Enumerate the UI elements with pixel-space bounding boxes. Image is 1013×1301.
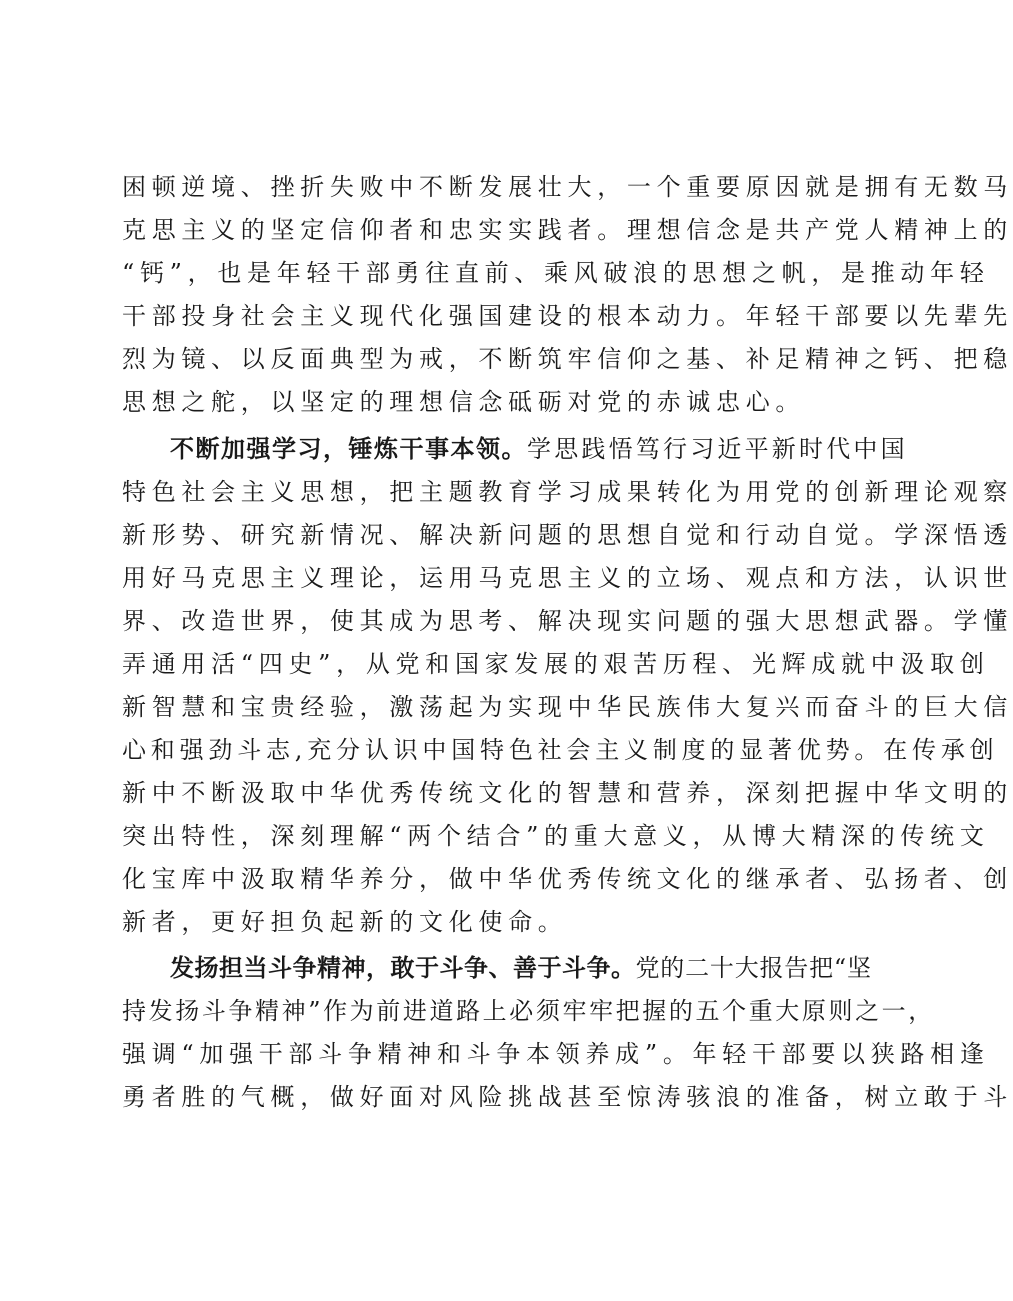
paragraph-line: 困顿逆境、挫折失败中不断发展壮大，一个重要原因就是拥有无数马: [122, 173, 1013, 201]
paragraph-line: 持发扬斗争精神”作为前进道路上必须牢牢把握的五个重大原则之一，: [122, 997, 935, 1025]
paragraph-text: 学思践悟笃行习近平新时代中国: [527, 435, 908, 463]
paragraph-line: 思想之舵，以坚定的理想信念砥砺对党的赤诚忠心。: [122, 388, 806, 416]
paragraph-text: 党的二十大报告把“坚: [635, 954, 872, 982]
paragraph-line: 界、改造世界，使其成为思考、解决现实问题的强大思想武器。学懂: [122, 607, 1013, 635]
paragraph-line: 特色社会主义思想，把主题教育学习成果转化为用党的创新理论观察: [122, 478, 1013, 506]
paragraph-line: “钙”，也是年轻干部勇往直前、乘风破浪的思想之帆，是推动年轻: [122, 259, 990, 287]
paragraph-line: 克思主义的坚定信仰者和忠实实践者。理想信念是共产党人精神上的: [122, 216, 1013, 244]
paragraph-line: 新智慧和宝贵经验，激荡起为实现中华民族伟大复兴而奋斗的巨大信: [122, 693, 1013, 721]
paragraph-line: 强调“加强干部斗争精神和斗争本领养成”。年轻干部要以狭路相逢: [122, 1040, 990, 1068]
paragraph-line: 心和强劲斗志,充分认识中国特色社会主义制度的显著优势。在传承创: [122, 736, 999, 764]
paragraph-first-line: [170, 953, 870, 983]
paragraph-first-line: [170, 434, 908, 464]
paragraph-line: 突出特性，深刻理解“两个结合”的重大意义，从博大精深的传统文: [122, 822, 990, 850]
paragraph-line: 新中不断汲取中华优秀传统文化的智慧和营养，深刻把握中华文明的: [122, 779, 1013, 807]
paragraph-line: 新形势、研究新情况、解决新问题的思想自觉和行动自觉。学深悟透: [122, 521, 1013, 549]
paragraph-line: 干部投身社会主义现代化强国建设的根本动力。年轻干部要以先辈先: [122, 302, 1013, 330]
paragraph-line: 化宝库中汲取精华养分，做中华优秀传统文化的继承者、弘扬者、创: [122, 865, 1013, 893]
paragraph-line: 烈为镜、以反面典型为戒，不断筑牢信仰之基、补足精神之钙、把稳: [122, 345, 1013, 373]
paragraph-line: 勇者胜的气概，做好面对风险挑战甚至惊涛骇浪的准备，树立敢于斗: [122, 1083, 1013, 1111]
section-heading: 发扬担当斗争精神，敢于斗争、善于斗争。: [170, 954, 636, 982]
paragraph-line: 弄通用活“四史”，从党和国家发展的艰苦历程、光辉成就中汲取创: [122, 650, 990, 678]
section-heading: 不断加强学习，锤炼干事本领。: [170, 435, 527, 463]
paragraph-line: 用好马克思主义理论，运用马克思主义的立场、观点和方法，认识世: [122, 564, 1013, 592]
paragraph-line: 新者，更好担负起新的文化使命。: [122, 908, 568, 936]
